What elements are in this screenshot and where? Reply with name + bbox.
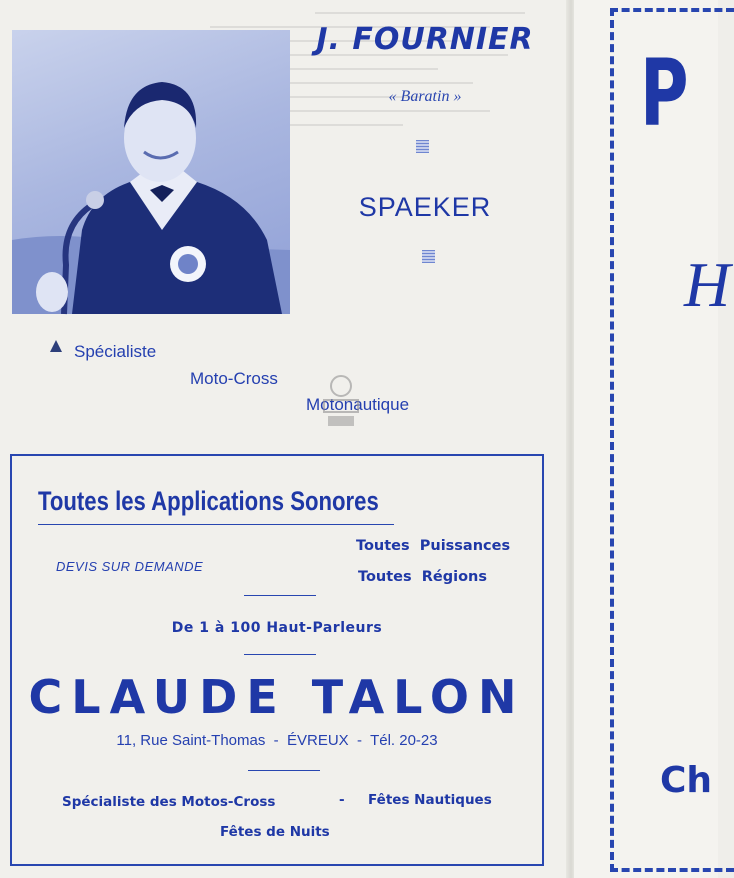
divider [244,595,316,596]
man-with-microphone-illustration [12,30,290,314]
speaker-role: SPAEKER [358,192,492,222]
speakers-range: De 1 à 100 Haut-Parleurs [171,620,383,636]
specialty-label: Spécialiste [74,342,157,361]
cropped-script-h: H [684,249,731,320]
divider [244,654,316,655]
footer-nautical: Fêtes Nautiques [368,792,492,808]
specialty-motocross: Moto-Cross [190,369,278,388]
speaker-name: J. FOURNIER [316,22,534,57]
triangle-mark-icon [50,340,62,352]
footer-motocross: Spécialiste des Motos-Cross [62,794,276,810]
company-name: CLAUDE TALON [28,670,526,724]
headline-underline [38,524,394,525]
devis-note: DEVIS SUR DEMANDE [56,559,204,574]
specialty-motonautique: Motonautique [306,395,410,414]
option-power: Toutes Puissances [356,538,511,554]
option-regions: Toutes Régions [358,569,488,585]
divider [248,770,320,771]
footer-separator: - [339,792,345,808]
company-address: 11, Rue Saint-Thomas - ÉVREUX - Tél. 20-23 [116,732,438,749]
ad-headline: Toutes les Applications Sonores [38,486,379,516]
library-stamp-icon [318,372,364,428]
footer-night: Fêtes de Nuits [220,824,330,840]
cropped-heading-p: P [640,40,689,147]
speaker-photo [12,30,290,314]
speaker-nickname: « Baratin » [388,88,462,105]
ornament-square [416,140,429,153]
ornament-square [422,250,435,263]
cropped-text-ch: Ch [660,760,713,801]
sound-services-ad [10,454,544,866]
